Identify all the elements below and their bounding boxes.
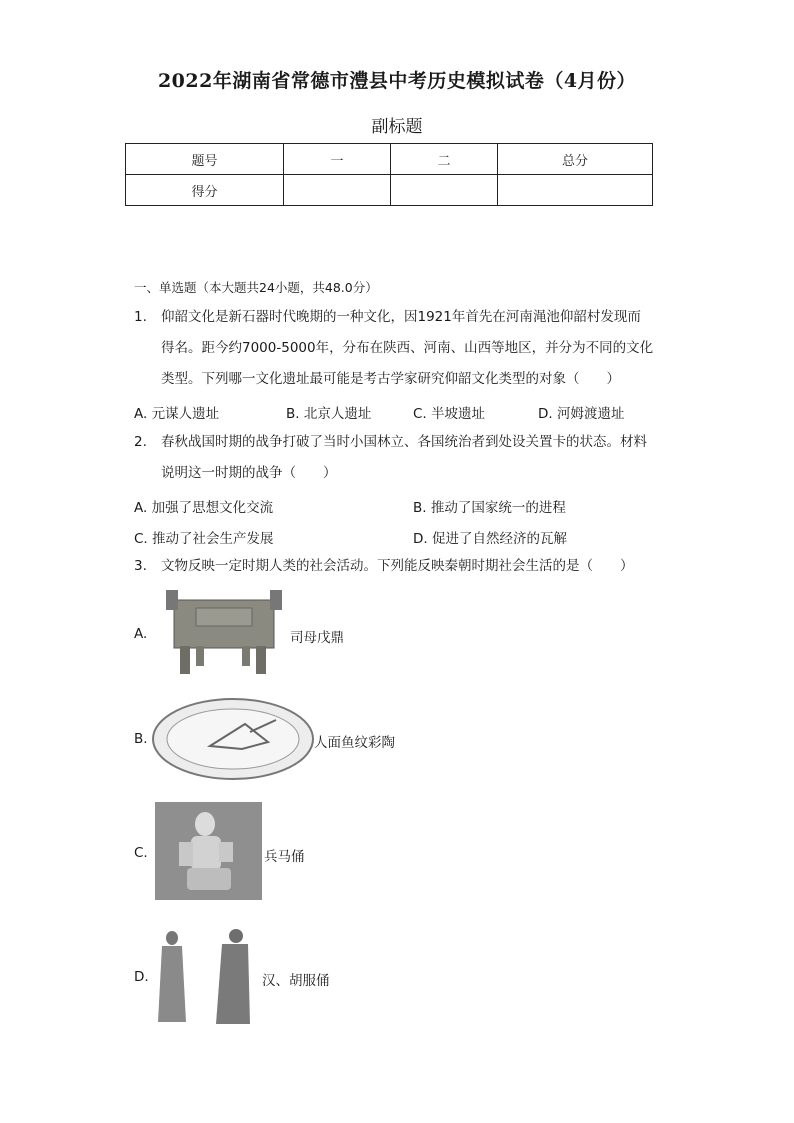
option-c[interactable]: C. 推动了社会生产发展 <box>134 531 274 547</box>
question-number: 1. <box>134 309 147 325</box>
score-cell[interactable] <box>284 175 391 206</box>
exam-title: 2022年湖南省常德市澧县中考历史模拟试卷（4月份） <box>157 70 637 92</box>
option-letter: A. <box>134 626 148 642</box>
option-b[interactable]: B. 推动了国家统一的进程 <box>413 500 566 516</box>
score-header-cell: 总分 <box>498 144 653 175</box>
question-text-line: 春秋战国时期的战争打破了当时小国林立、各国统治者到处设关置卡的状态。材料 <box>161 434 647 450</box>
option-b[interactable]: B. 北京人遗址 <box>286 406 372 422</box>
score-header-cell: 题号 <box>126 144 284 175</box>
option-caption: 汉、胡服俑 <box>262 973 330 989</box>
section-heading: 一、单选题（本大题共24小题，共48.0分） <box>134 280 378 295</box>
exam-subtitle: 副标题 <box>371 117 423 137</box>
option-letter: B. <box>134 731 148 747</box>
score-row-label: 得分 <box>126 175 284 206</box>
ding-vessel-image <box>156 586 286 678</box>
option-caption: 司母戊鼎 <box>290 630 344 646</box>
option-d[interactable]: D. 促进了自然经济的瓦解 <box>413 531 567 547</box>
terracotta-warrior-image <box>155 802 262 900</box>
score-table-header-row <box>126 144 653 175</box>
option-a[interactable]: A. 元谋人遗址 <box>134 406 220 422</box>
option-letter: C. <box>134 845 148 861</box>
score-header-cell: 一 <box>284 144 391 175</box>
option-caption: 人面鱼纹彩陶 <box>314 735 395 751</box>
question-number: 2. <box>134 434 147 450</box>
score-table <box>125 143 653 206</box>
question-number: 3. <box>134 558 147 574</box>
question-text-line: 类型。下列哪一文化遗址最可能是考古学家研究仰韶文化类型的对象（ ） <box>161 371 620 387</box>
pottery-basin-image <box>150 694 316 784</box>
question-text-line: 说明这一时期的战争（ ） <box>161 465 337 481</box>
option-d[interactable]: D. 河姆渡遗址 <box>538 406 625 422</box>
option-c[interactable]: C. 半坡遗址 <box>413 406 486 422</box>
figurines-image <box>152 928 252 1026</box>
option-a[interactable]: A. 加强了思想文化交流 <box>134 500 274 516</box>
score-cell[interactable] <box>498 175 653 206</box>
score-table-score-row <box>126 175 653 206</box>
option-caption: 兵马俑 <box>264 849 305 865</box>
question-text-line: 文物反映一定时期人类的社会活动。下列能反映秦朝时期社会生活的是（ ） <box>161 558 634 574</box>
question-text-line: 得名。距今约7000-5000年，分布在陕西、河南、山西等地区，并分为不同的文化 <box>161 340 654 356</box>
score-cell[interactable] <box>391 175 498 206</box>
option-letter: D. <box>134 969 149 985</box>
score-header-cell: 二 <box>391 144 498 175</box>
question-text-line: 仰韶文化是新石器时代晚期的一种文化，因1921年首先在河南渑池仰韶村发现而 <box>161 309 641 325</box>
